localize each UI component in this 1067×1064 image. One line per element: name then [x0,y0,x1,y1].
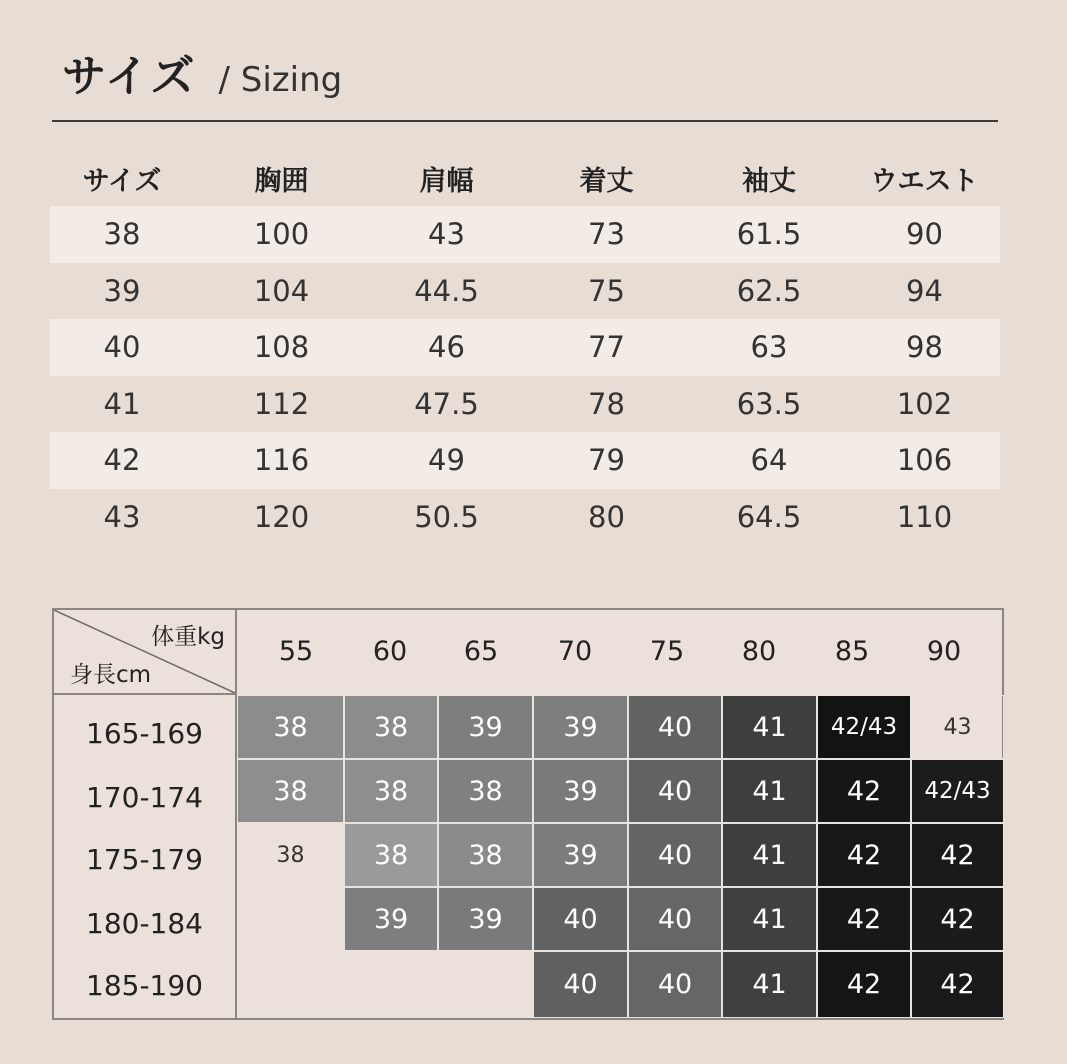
table-cell: 98 [906,330,943,365]
table-cell: 41 [103,386,141,421]
column-header-waist: ウエスト [870,165,979,197]
table-row [50,376,1000,433]
weight-axis-label: 体重kg [151,624,225,650]
size-cell: 40 [628,695,722,759]
table-cell: 73 [588,217,625,252]
table-cell: 47.5 [414,386,479,421]
weight-header: 55 [278,636,314,667]
grid-corner-header [54,610,237,695]
table-cell: 100 [253,217,310,252]
size-cell: 42/43 [817,695,911,759]
size-cell: 38 [344,695,438,759]
table-cell: 90 [906,217,943,252]
table-cell: 110 [896,499,953,534]
weight-header: 80 [741,636,777,667]
weight-header-row [237,610,1002,693]
table-cell: 38 [103,217,141,252]
size-cell: 40 [533,887,628,951]
size-cell: 38 [237,759,344,823]
table-cell: 43 [103,499,141,534]
table-row [50,489,1000,546]
table-cell: 79 [588,443,625,478]
table-cell: 40 [103,330,141,365]
table-cell: 39 [103,273,141,308]
size-cell: 38 [438,759,533,823]
height-header: 185-190 [86,969,203,1002]
size-cell: 41 [722,887,817,951]
table-cell: 44.5 [414,273,479,308]
table-cell: 75 [588,273,625,308]
table-cell: 80 [588,499,625,534]
table-cell: 63.5 [736,386,802,421]
size-cell: 42 [817,951,911,1018]
size-cell: 39 [438,695,533,759]
height-header: 170-174 [86,781,203,814]
size-cell: 38 [344,759,438,823]
weight-header: 75 [649,636,685,667]
table-cell: 43 [428,217,465,252]
table-cell: 46 [428,330,465,365]
table-cell: 50.5 [414,499,479,534]
title-english: / Sizing [218,60,343,100]
size-cell [237,887,344,951]
height-header: 165-169 [86,717,203,750]
page-title [62,40,342,104]
height-header: 175-179 [86,843,203,876]
size-cell: 38 [344,823,438,887]
weight-header: 85 [834,636,870,667]
size-cell: 42/43 [911,759,1004,823]
column-header-shoulder: 肩幅 [419,165,474,197]
title-japanese: サイズ [62,51,197,102]
table-cell: 61.5 [736,217,802,252]
column-header-length: 着丈 [579,165,634,197]
size-cell: 42 [817,823,911,887]
table-cell: 112 [253,386,310,421]
size-cell: 39 [344,887,438,951]
size-cell: 38 [438,823,533,887]
size-cell: 41 [722,951,817,1018]
size-cell: 42 [911,823,1004,887]
size-cell: 38 [237,823,344,887]
size-cell: 41 [722,823,817,887]
column-header-chest: 胸囲 [254,165,309,197]
height-header: 180-184 [86,907,203,940]
table-cell: 104 [253,273,310,308]
height-axis-label: 身長cm [70,662,152,688]
title-divider [52,120,998,122]
size-cell: 42 [911,887,1004,951]
size-cell: 42 [817,759,911,823]
weight-header: 70 [557,636,593,667]
table-cell: 108 [253,330,310,365]
table-cell: 64 [750,443,788,478]
size-cell: 40 [628,759,722,823]
size-cell: 40 [628,887,722,951]
size-cell: 38 [237,695,344,759]
size-cell: 39 [533,695,628,759]
table-cell: 78 [588,386,625,421]
table-row [50,319,1000,376]
size-cell: 39 [533,759,628,823]
weight-header: 90 [926,636,962,667]
size-cell [438,951,533,1018]
table-cell: 49 [428,443,465,478]
table-cell: 63 [750,330,788,365]
table-row [50,432,1000,489]
size-cell [344,951,438,1018]
size-cell: 39 [533,823,628,887]
size-cell: 41 [722,759,817,823]
size-cell: 41 [722,695,817,759]
size-cell: 40 [628,951,722,1018]
weight-header: 60 [372,636,408,667]
table-cell: 94 [906,273,943,308]
table-cell: 102 [896,386,953,421]
column-header-size: サイズ [82,165,162,197]
table-header-row [50,150,1000,206]
weight-header: 65 [463,636,499,667]
table-cell: 64.5 [736,499,802,534]
size-cell: 42 [817,887,911,951]
table-row [50,206,1000,263]
size-cell [237,951,344,1018]
size-recommendation-grid [52,608,1004,1020]
size-cell: 40 [533,951,628,1018]
table-cell: 77 [588,330,625,365]
table-cell: 106 [896,443,953,478]
table-cell: 62.5 [736,273,802,308]
size-cell: 43 [911,695,1004,759]
table-row [50,263,1000,320]
size-measurement-table [50,150,1000,545]
size-cell: 40 [628,823,722,887]
size-cell: 42 [911,951,1004,1018]
size-cell: 39 [438,887,533,951]
table-cell: 120 [253,499,310,534]
table-cell: 116 [253,443,310,478]
column-header-sleeve: 袖丈 [742,165,796,197]
table-cell: 42 [103,443,141,478]
